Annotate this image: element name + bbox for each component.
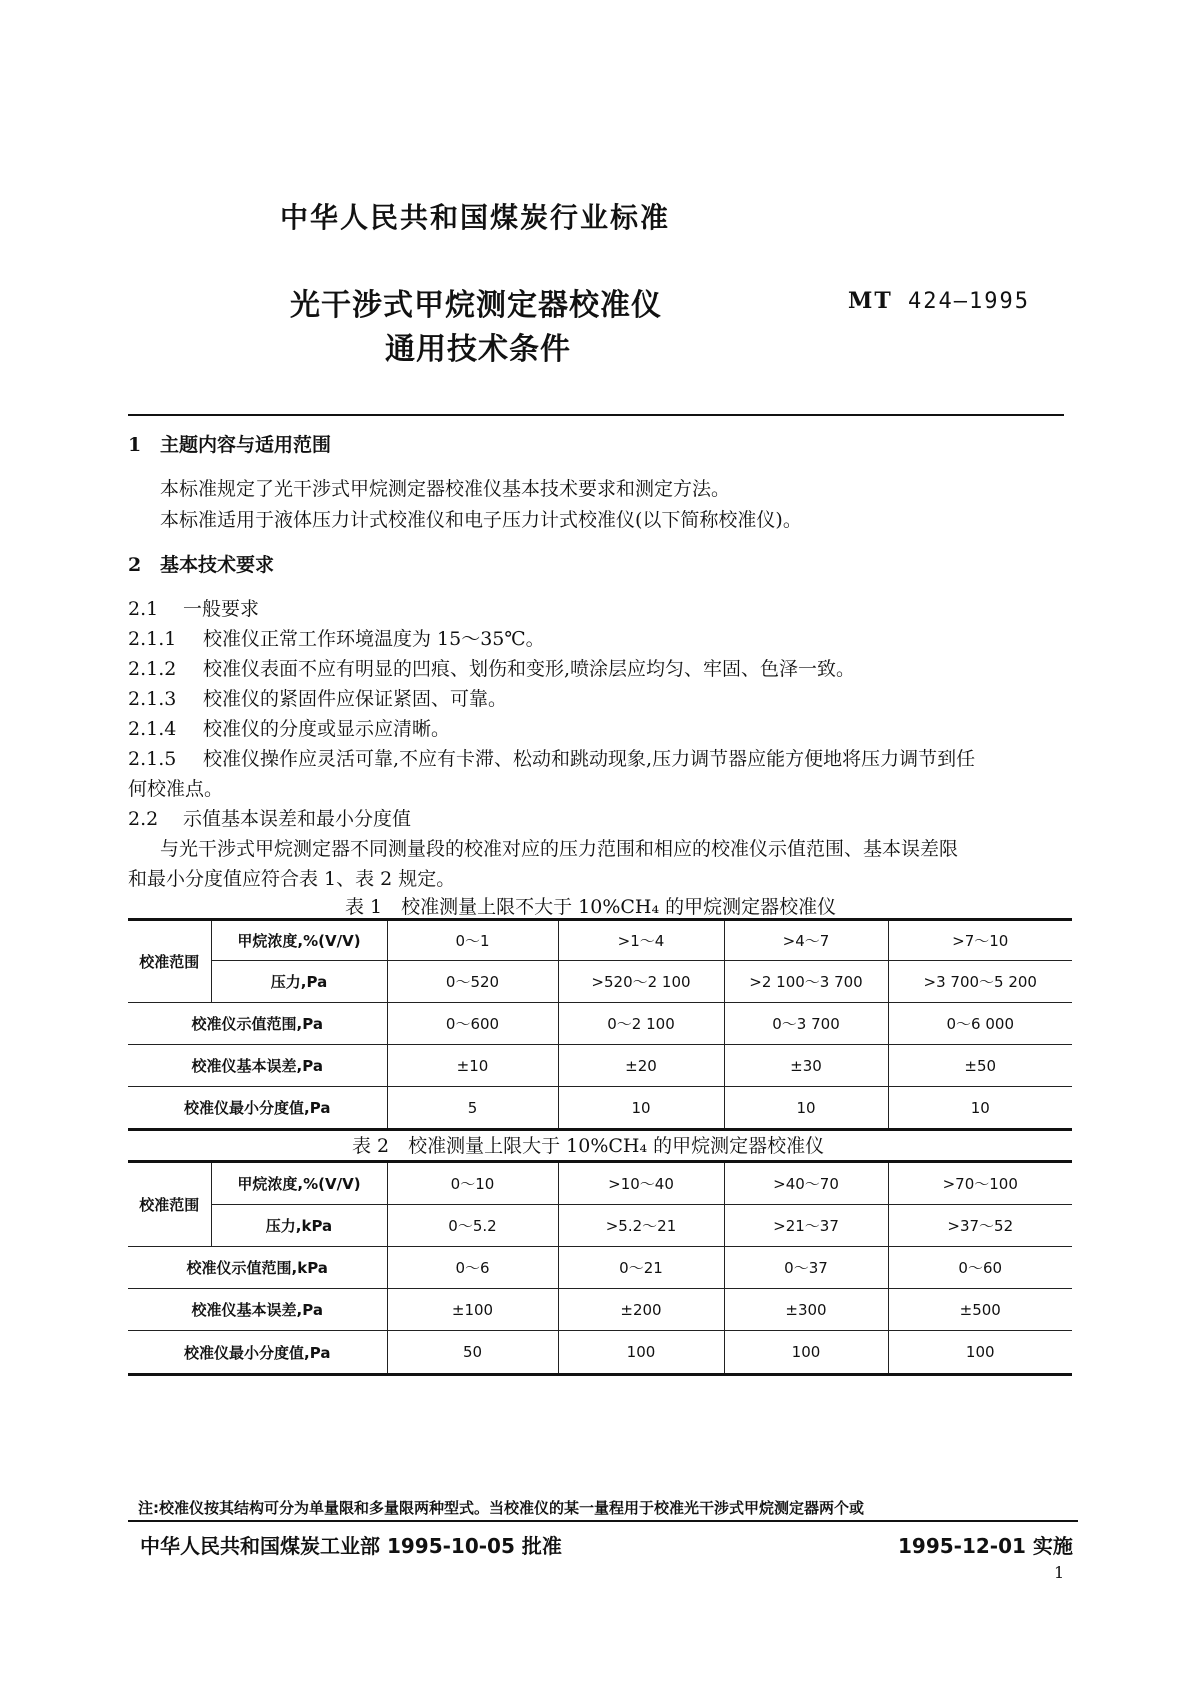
implementation-date: 1995-12-01 实施 [898, 1534, 1073, 1558]
footer-rule [128, 1520, 1078, 1522]
table-cell: 0～21 [558, 1247, 724, 1289]
table-cell: ±30 [724, 1045, 888, 1087]
table-cell: 100 [888, 1331, 1072, 1375]
table-cell: 5 [387, 1087, 558, 1130]
group-label: 校准范围 [128, 1162, 211, 1247]
table-cell: >7～10 [888, 920, 1072, 961]
clause-number: 2.1.3 [128, 688, 177, 710]
table-row [128, 1247, 1072, 1289]
table-cell: 100 [558, 1331, 724, 1375]
table-row [128, 961, 1072, 1003]
table-row [128, 1331, 1072, 1375]
table-1-caption: 表 1 校准测量上限不大于 10%CH₄ 的甲烷测定器校准仪 [345, 896, 837, 918]
row-label: 校准仪示值范围,Pa [128, 1003, 387, 1045]
section-title: 主题内容与适用范围 [160, 434, 332, 456]
table-cell: ±50 [888, 1045, 1072, 1087]
table-cell: 0～600 [387, 1003, 558, 1045]
row-label: 甲烷浓度,%(V/V) [211, 920, 387, 961]
table-cell: 0～520 [387, 961, 558, 1003]
document-title-line2: 通用技术条件 [385, 332, 571, 367]
standard-code-number: 424—1995 [907, 289, 1030, 314]
table-1 [128, 918, 1072, 1131]
table-cell: ±200 [558, 1289, 724, 1331]
table-row [128, 1045, 1072, 1087]
table-cell: >5.2～21 [558, 1205, 724, 1247]
row-label: 压力,kPa [211, 1205, 387, 1247]
clause-2-1-4 [128, 714, 450, 741]
paragraph: 本标准适用于液体压力计式校准仪和电子压力计式校准仪(以下简称校准仪)。 [160, 509, 802, 531]
table-cell: ±500 [888, 1289, 1072, 1331]
document-title-line1: 光干涉式甲烷测定器校准仪 [290, 288, 662, 323]
clause-2-1-2 [128, 654, 855, 681]
table-row [128, 1162, 1072, 1205]
clause-text: 一般要求 [183, 598, 260, 620]
group-label: 校准范围 [128, 920, 211, 1003]
clause-number: 2.1.1 [128, 628, 177, 650]
table-cell: ±100 [387, 1289, 558, 1331]
table-cell: >40～70 [724, 1162, 888, 1205]
section-title: 基本技术要求 [160, 554, 275, 576]
clause-2-1-5-continuation: 何校准点。 [128, 778, 224, 800]
clause-2-1 [128, 594, 259, 621]
table-cell: >4～7 [724, 920, 888, 961]
clause-number: 2.1.4 [128, 718, 177, 740]
section-number: 1 [128, 434, 142, 456]
clause-2-1-3 [128, 684, 507, 711]
table-row [128, 1289, 1072, 1331]
clause-text: 校准仪表面不应有明显的凹痕、划伤和变形,喷涂层应均匀、牢固、色泽一致。 [203, 658, 856, 680]
table-2-caption: 表 2 校准测量上限大于 10%CH₄ 的甲烷测定器校准仪 [352, 1135, 825, 1157]
table-cell: 0～10 [387, 1162, 558, 1205]
standard-category: 中华人民共和国煤炭行业标准 [280, 201, 671, 234]
row-label: 校准仪基本误差,Pa [128, 1289, 387, 1331]
table-cell: >37～52 [888, 1205, 1072, 1247]
clause-2-2 [128, 804, 411, 831]
table-cell: 0～1 [387, 920, 558, 961]
paragraph: 和最小分度值应符合表 1、表 2 规定。 [128, 868, 456, 890]
approval-line: 中华人民共和国煤炭工业部 1995-10-05 批准 [140, 1534, 562, 1558]
table-cell: ±10 [387, 1045, 558, 1087]
clause-text: 校准仪操作应灵活可靠,不应有卡滞、松动和跳动现象,压力调节器应能方便地将压力调节到任 [203, 748, 976, 770]
table-cell: 0～2 100 [558, 1003, 724, 1045]
table-cell: 100 [724, 1331, 888, 1375]
standard-code-prefix: MT [848, 288, 893, 314]
paragraph: 本标准规定了光干涉式甲烷测定器校准仪基本技术要求和测定方法。 [160, 478, 731, 500]
page-number: 1 [1054, 1563, 1065, 1582]
table-cell: 50 [387, 1331, 558, 1375]
clause-text: 示值基本误差和最小分度值 [183, 808, 412, 830]
clause-number: 2.1.5 [128, 748, 177, 770]
header-rule [128, 414, 1064, 416]
paragraph: 与光干涉式甲烷测定器不同测量段的校准对应的压力范围和相应的校准仪示值范围、基本误差限 [160, 838, 959, 860]
table-cell: 0～3 700 [724, 1003, 888, 1045]
table-cell: >3 700～5 200 [888, 961, 1072, 1003]
table-note: 注:校准仪按其结构可分为单量限和多量限两种型式。当校准仪的某一量程用于校准光干涉式甲烷测定器两个或 [138, 1499, 865, 1517]
table-row [128, 920, 1072, 961]
table-row [128, 1205, 1072, 1247]
standard-code [848, 288, 1030, 314]
section-number: 2 [128, 554, 142, 576]
table-cell: >1～4 [558, 920, 724, 961]
row-label: 校准仪最小分度值,Pa [128, 1331, 387, 1375]
table-row [128, 1003, 1072, 1045]
clause-text: 校准仪正常工作环境温度为 15～35℃。 [203, 628, 545, 650]
table-cell: 0～6 000 [888, 1003, 1072, 1045]
table-cell: >520～2 100 [558, 961, 724, 1003]
table-cell: 0～6 [387, 1247, 558, 1289]
table-cell: 10 [888, 1087, 1072, 1130]
section-1-heading [128, 430, 331, 457]
row-label: 校准仪基本误差,Pa [128, 1045, 387, 1087]
row-label: 甲烷浓度,%(V/V) [211, 1162, 387, 1205]
table-cell: 10 [724, 1087, 888, 1130]
table-cell: >70～100 [888, 1162, 1072, 1205]
table-cell: 0～37 [724, 1247, 888, 1289]
table-row [128, 1087, 1072, 1130]
clause-2-1-5 [128, 744, 975, 771]
clause-text: 校准仪的紧固件应保证紧固、可靠。 [203, 688, 508, 710]
clause-number: 2.1.2 [128, 658, 177, 680]
table-cell: 10 [558, 1087, 724, 1130]
row-label: 校准仪最小分度值,Pa [128, 1087, 387, 1130]
clause-text: 校准仪的分度或显示应清晰。 [203, 718, 451, 740]
clause-number: 2.1 [128, 598, 159, 620]
table-cell: >21～37 [724, 1205, 888, 1247]
table-cell: >10～40 [558, 1162, 724, 1205]
table-cell: 0～5.2 [387, 1205, 558, 1247]
table-cell: ±20 [558, 1045, 724, 1087]
clause-2-1-1 [128, 624, 545, 651]
table-cell: 0～60 [888, 1247, 1072, 1289]
row-label: 压力,Pa [211, 961, 387, 1003]
clause-number: 2.2 [128, 808, 159, 830]
table-cell: ±300 [724, 1289, 888, 1331]
section-2-heading [128, 550, 274, 577]
row-label: 校准仪示值范围,kPa [128, 1247, 387, 1289]
table-cell: >2 100～3 700 [724, 961, 888, 1003]
table-2 [128, 1160, 1072, 1376]
